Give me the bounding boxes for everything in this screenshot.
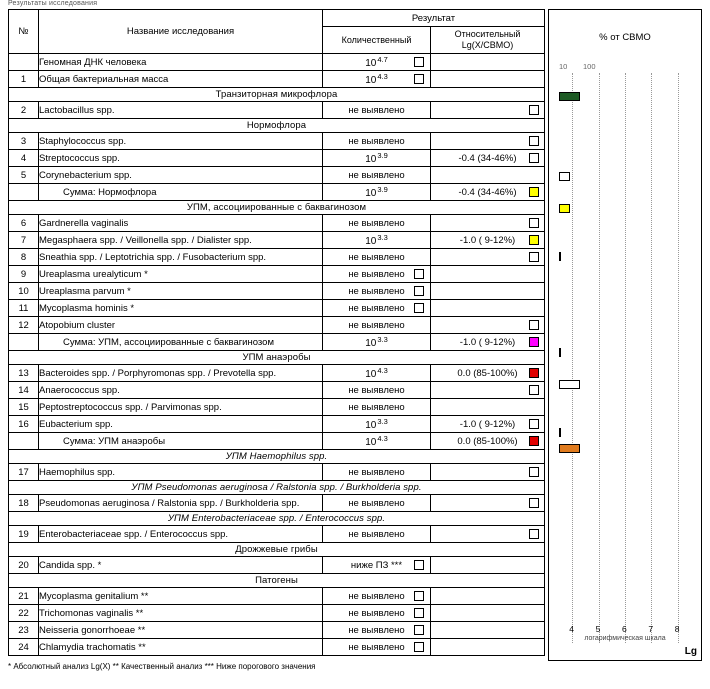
quant-checkbox[interactable] [414, 74, 424, 84]
row-relative [431, 526, 545, 543]
section-row [9, 88, 545, 102]
results-table [8, 9, 545, 656]
top-note: Результаты исследования [8, 0, 98, 7]
row-name: Anaerococcus spp. [39, 382, 323, 399]
row-name: Candida spp. * [39, 557, 323, 574]
row-relative [431, 249, 545, 266]
row-relative [431, 622, 545, 639]
table-row [9, 557, 545, 574]
row-relative [431, 495, 545, 512]
table-row [9, 54, 545, 71]
quant-text: не выявлено [348, 169, 405, 181]
row-relative [431, 184, 545, 201]
row-quantitative [323, 526, 431, 543]
relative-marker[interactable] [529, 235, 539, 245]
row-relative [431, 464, 545, 481]
section-label: Транзиторная микрофлора [9, 88, 545, 102]
row-quantitative [323, 622, 431, 639]
row-relative [431, 334, 545, 351]
row-name: Haemophilus spp. [39, 464, 323, 481]
row-quantitative [323, 365, 431, 382]
quant-base: 10 [365, 75, 377, 87]
row-number [9, 334, 39, 351]
row-number: 2 [9, 102, 39, 119]
chart-bar [559, 92, 580, 101]
chart-gridline [678, 73, 679, 643]
row-number [9, 433, 39, 450]
quant-text: не выявлено [348, 285, 405, 297]
row-name: Bacteroides spp. / Porphyromonas spp. / Prevotella spp. [39, 365, 323, 382]
quant-exponent: 4.3 [377, 71, 388, 81]
row-name: Sneathia spp. / Leptotrichia spp. / Fusobacterium spp. [39, 249, 323, 266]
quant-power [365, 72, 388, 86]
row-relative [431, 433, 545, 450]
chart-gridline [651, 73, 652, 643]
row-quantitative [323, 317, 431, 334]
table-row [9, 495, 545, 512]
relative-text: -1.0 ( 9-12%) [459, 418, 516, 430]
section-label: Патогены [9, 574, 545, 588]
row-quantitative [323, 557, 431, 574]
row-number: 6 [9, 215, 39, 232]
chart-bar [559, 380, 580, 389]
relative-marker[interactable] [529, 136, 539, 146]
chart-axis [549, 624, 701, 642]
chart-bar [559, 204, 570, 213]
row-number: 20 [9, 557, 39, 574]
quant-power [365, 434, 388, 448]
quant-base: 10 [365, 369, 377, 381]
relative-marker[interactable] [529, 105, 539, 115]
row-relative [431, 399, 545, 416]
table-row [9, 622, 545, 639]
quant-checkbox[interactable] [414, 591, 424, 601]
row-number: 1 [9, 71, 39, 88]
row-number: 18 [9, 495, 39, 512]
row-relative [431, 71, 545, 88]
row-number: 19 [9, 526, 39, 543]
quant-exponent: 4.3 [377, 365, 388, 375]
quant-text: не выявлено [348, 641, 405, 653]
table-row [9, 150, 545, 167]
chart-panel [548, 9, 702, 661]
row-name: Геномная ДНК человека [39, 54, 323, 71]
row-quantitative [323, 71, 431, 88]
row-relative [431, 557, 545, 574]
row-relative [431, 317, 545, 334]
quant-base: 10 [365, 154, 377, 166]
quant-text: ниже ПЗ *** [350, 559, 403, 571]
row-number [9, 54, 39, 71]
quant-text: не выявлено [348, 302, 405, 314]
table-row [9, 464, 545, 481]
relative-marker[interactable] [529, 498, 539, 508]
quant-text: не выявлено [348, 624, 405, 636]
row-quantitative [323, 133, 431, 150]
row-quantitative [323, 283, 431, 300]
row-relative [431, 639, 545, 656]
row-quantitative [323, 249, 431, 266]
row-name: Сумма: УПМ, ассоциированные с баквагинозом [39, 334, 323, 351]
row-relative [431, 382, 545, 399]
relative-marker[interactable] [529, 368, 539, 378]
row-number [9, 184, 39, 201]
table-row [9, 167, 545, 184]
row-relative [431, 300, 545, 317]
chart-bar [559, 444, 580, 453]
table-body [9, 54, 545, 656]
chart-axis-caption: логарифмическая шкала [584, 635, 666, 642]
quant-checkbox[interactable] [414, 625, 424, 635]
quant-text: не выявлено [348, 466, 405, 478]
relative-marker[interactable] [529, 218, 539, 228]
row-quantitative [323, 54, 431, 71]
quant-checkbox[interactable] [414, 642, 424, 652]
row-name: Сумма: Нормофлора [39, 184, 323, 201]
relative-text: -0.4 (34-46%) [458, 152, 517, 164]
row-name: Lactobacillus spp. [39, 102, 323, 119]
row-name: Streptococcus spp. [39, 150, 323, 167]
row-relative [431, 266, 545, 283]
quant-text: не выявлено [348, 135, 405, 147]
row-quantitative [323, 150, 431, 167]
quant-power [365, 185, 388, 199]
row-name: Pseudomonas aeruginosa / Ralstonia spp. / Burkholderia spp. [39, 495, 323, 512]
chart-axis-ticks [549, 624, 701, 634]
section-row [9, 201, 545, 215]
table-row [9, 382, 545, 399]
quant-power [365, 151, 388, 165]
quant-exponent: 3.3 [377, 334, 388, 344]
row-quantitative [323, 495, 431, 512]
chart-gridline [625, 73, 626, 643]
table-row [9, 588, 545, 605]
row-number: 17 [9, 464, 39, 481]
quant-exponent: 4.7 [377, 54, 388, 64]
row-name: Chlamydia trachomatis ** [39, 639, 323, 656]
chart-tick-label: 6 [622, 624, 627, 634]
quant-power [365, 366, 388, 380]
row-number: 23 [9, 622, 39, 639]
section-row [9, 481, 545, 495]
quant-checkbox[interactable] [414, 608, 424, 618]
relative-marker[interactable] [529, 252, 539, 262]
row-name: Megasphaera spp. / Veillonella spp. / Dialister spp. [39, 232, 323, 249]
relative-marker[interactable] [529, 337, 539, 347]
section-row [9, 119, 545, 133]
header-name: Название исследования [39, 10, 323, 54]
relative-marker[interactable] [529, 467, 539, 477]
row-number: 9 [9, 266, 39, 283]
quant-text: не выявлено [348, 497, 405, 509]
row-quantitative [323, 588, 431, 605]
row-name: Staphylococcus spp. [39, 133, 323, 150]
chart-bar [559, 428, 561, 437]
row-quantitative [323, 184, 431, 201]
row-relative [431, 54, 545, 71]
table-row [9, 71, 545, 88]
table-row [9, 365, 545, 382]
row-quantitative [323, 167, 431, 184]
table-row [9, 526, 545, 543]
chart-scale-10: 10 [559, 62, 568, 71]
row-quantitative [323, 266, 431, 283]
chart-bar [559, 252, 561, 261]
quant-checkbox[interactable] [414, 269, 424, 279]
row-relative [431, 232, 545, 249]
row-number: 15 [9, 399, 39, 416]
row-number: 13 [9, 365, 39, 382]
header-relative: Относительный Lg(X/CBMO) [431, 27, 545, 54]
row-quantitative [323, 102, 431, 119]
row-number: 12 [9, 317, 39, 334]
quant-power [365, 55, 388, 69]
table-row [9, 300, 545, 317]
table-row [9, 433, 545, 450]
chart-scale-100: 100 [583, 62, 596, 71]
relative-marker[interactable] [529, 153, 539, 163]
relative-marker[interactable] [529, 187, 539, 197]
quant-base: 10 [365, 58, 377, 70]
row-name: Neisseria gonorrhoeae ** [39, 622, 323, 639]
row-quantitative [323, 382, 431, 399]
row-quantitative [323, 300, 431, 317]
table-row [9, 249, 545, 266]
header-num: № [9, 10, 39, 54]
row-name: Eubacterium spp. [39, 416, 323, 433]
chart-tick-label: 4 [569, 624, 574, 634]
chart-lg-label: Lg [684, 646, 697, 657]
row-quantitative [323, 464, 431, 481]
section-row [9, 351, 545, 365]
row-number: 22 [9, 605, 39, 622]
header-quantitative: Количественный [323, 27, 431, 54]
table-row [9, 317, 545, 334]
chart-title: % от CBMO [599, 32, 651, 43]
table-row [9, 266, 545, 283]
quant-exponent: 3.3 [377, 232, 388, 242]
table-row [9, 215, 545, 232]
row-quantitative [323, 416, 431, 433]
quant-exponent: 3.9 [377, 150, 388, 160]
quant-checkbox[interactable] [414, 286, 424, 296]
quant-exponent: 3.3 [377, 416, 388, 426]
quant-text: не выявлено [348, 384, 405, 396]
row-name: Mycoplasma hominis * [39, 300, 323, 317]
quant-text: не выявлено [348, 104, 405, 116]
quant-base: 10 [365, 338, 377, 350]
relative-marker[interactable] [529, 529, 539, 539]
table-row [9, 334, 545, 351]
row-name: Gardnerella vaginalis [39, 215, 323, 232]
quant-text: не выявлено [348, 251, 405, 263]
table-row [9, 283, 545, 300]
row-relative [431, 365, 545, 382]
row-name: Ureaplasma parvum * [39, 283, 323, 300]
relative-text: -1.0 ( 9-12%) [459, 234, 516, 246]
section-label: УПМ Enterobacteriaceae spp. / Enterococcus spp. [9, 512, 545, 526]
relative-text: -1.0 ( 9-12%) [459, 336, 516, 348]
row-number: 10 [9, 283, 39, 300]
relative-marker[interactable] [529, 320, 539, 330]
table-row [9, 399, 545, 416]
relative-marker[interactable] [529, 419, 539, 429]
row-number: 21 [9, 588, 39, 605]
row-name: Corynebacterium spp. [39, 167, 323, 184]
row-number: 14 [9, 382, 39, 399]
row-quantitative [323, 232, 431, 249]
row-number: 24 [9, 639, 39, 656]
quant-checkbox[interactable] [414, 57, 424, 67]
chart-gridline [599, 73, 600, 643]
relative-text: -0.4 (34-46%) [458, 186, 517, 198]
row-quantitative [323, 639, 431, 656]
quant-base: 10 [365, 236, 377, 248]
table-row [9, 102, 545, 119]
relative-text: 0.0 (85-100%) [457, 435, 518, 447]
quant-base: 10 [365, 188, 377, 200]
row-relative [431, 167, 545, 184]
quant-exponent: 4.3 [377, 433, 388, 443]
quant-base: 10 [365, 420, 377, 432]
table-row [9, 605, 545, 622]
row-quantitative [323, 433, 431, 450]
row-number: 8 [9, 249, 39, 266]
row-name: Trichomonas vaginalis ** [39, 605, 323, 622]
section-label: УПМ Pseudomonas aeruginosa / Ralstonia spp. / Burkholderia spp. [9, 481, 545, 495]
quant-checkbox[interactable] [414, 560, 424, 570]
row-number: 4 [9, 150, 39, 167]
chart-tick-label: 5 [595, 624, 601, 634]
row-name: Ureaplasma urealyticum * [39, 266, 323, 283]
section-label: УПМ анаэробы [9, 351, 545, 365]
quant-text: не выявлено [348, 268, 405, 280]
table-row [9, 133, 545, 150]
quant-text: не выявлено [348, 590, 405, 602]
table-row [9, 232, 545, 249]
quant-text: не выявлено [348, 401, 405, 413]
section-row [9, 512, 545, 526]
header-row-1 [9, 10, 545, 27]
chart-tick-label: 8 [674, 624, 680, 634]
section-label: УПМ Haemophilus spp. [9, 450, 545, 464]
row-relative [431, 283, 545, 300]
row-number: 5 [9, 167, 39, 184]
quant-power [365, 335, 388, 349]
quant-power [365, 417, 388, 431]
row-name: Atopobium cluster [39, 317, 323, 334]
relative-marker[interactable] [529, 436, 539, 446]
table-row [9, 639, 545, 656]
quant-text: не выявлено [348, 528, 405, 540]
table-head [9, 10, 545, 54]
row-relative [431, 588, 545, 605]
quant-base: 10 [365, 437, 377, 449]
row-name: Общая бактериальная масса [39, 71, 323, 88]
quant-exponent: 3.9 [377, 184, 388, 194]
row-number: 7 [9, 232, 39, 249]
chart-bar [559, 172, 570, 181]
chart-bar [559, 348, 561, 357]
relative-marker[interactable] [529, 385, 539, 395]
section-label: УПМ, ассоциированные с баквагинозом [9, 201, 545, 215]
row-quantitative [323, 334, 431, 351]
row-quantitative [323, 605, 431, 622]
table-row [9, 184, 545, 201]
section-row [9, 450, 545, 464]
quant-power [365, 233, 388, 247]
row-relative [431, 215, 545, 232]
row-name: Сумма: УПМ анаэробы [39, 433, 323, 450]
row-relative [431, 102, 545, 119]
chart-tick-label: 7 [648, 624, 654, 634]
section-row [9, 574, 545, 588]
row-quantitative [323, 399, 431, 416]
table-row [9, 416, 545, 433]
row-relative [431, 133, 545, 150]
row-relative [431, 416, 545, 433]
row-number: 11 [9, 300, 39, 317]
row-quantitative [323, 215, 431, 232]
section-row [9, 543, 545, 557]
row-name: Enterobacteriaceae spp. / Enterococcus spp. [39, 526, 323, 543]
footnote: * Абсолютный анализ Lg(X) ** Качественный анализ *** Ниже порогового значения [8, 662, 316, 671]
row-name: Mycoplasma genitalium ** [39, 588, 323, 605]
relative-text: 0.0 (85-100%) [457, 367, 518, 379]
header-result: Результат [323, 10, 545, 27]
quant-text: не выявлено [348, 217, 405, 229]
chart-gridline [572, 73, 573, 643]
row-number: 3 [9, 133, 39, 150]
section-label: Нормофлора [9, 119, 545, 133]
row-name: Peptostreptococcus spp. / Parvimonas spp. [39, 399, 323, 416]
row-number: 16 [9, 416, 39, 433]
row-relative [431, 150, 545, 167]
quant-text: не выявлено [348, 319, 405, 331]
quant-text: не выявлено [348, 607, 405, 619]
section-label: Дрожжевые грибы [9, 543, 545, 557]
quant-checkbox[interactable] [414, 303, 424, 313]
row-relative [431, 605, 545, 622]
